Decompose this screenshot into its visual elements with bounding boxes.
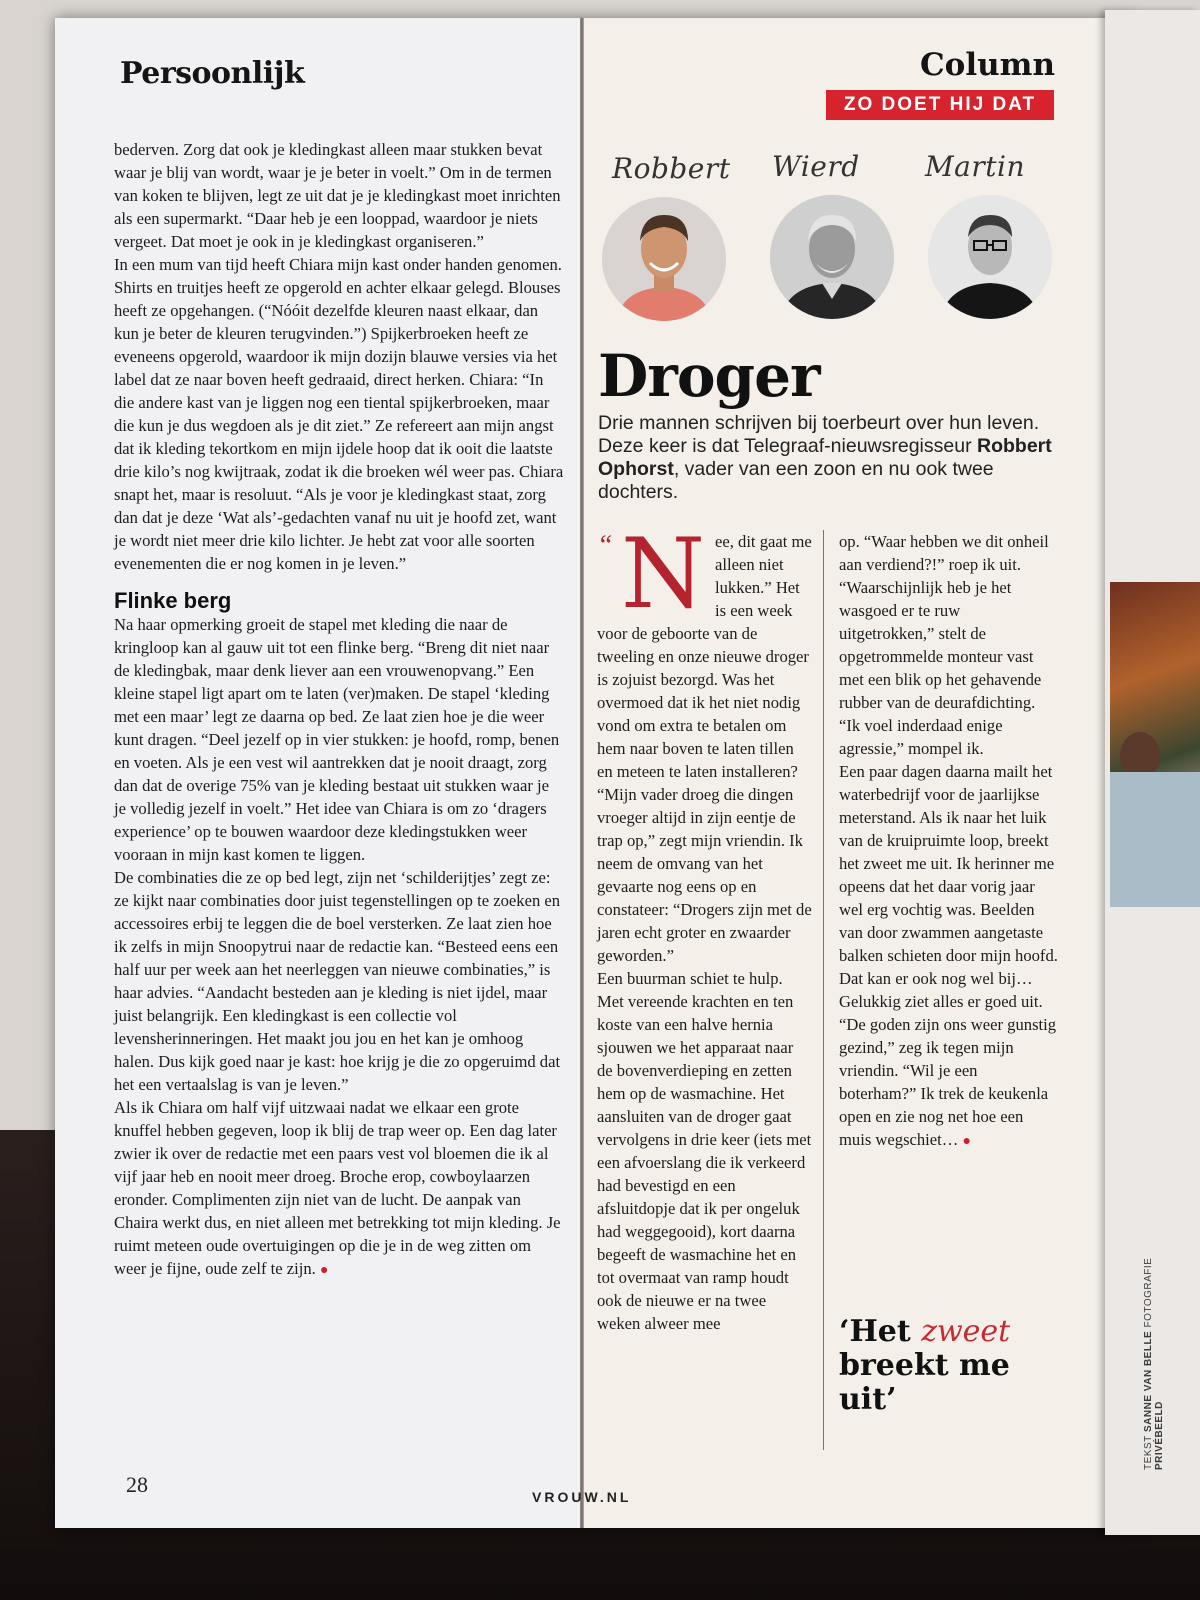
subheading: Flinke berg [114, 588, 232, 613]
article-paragraph: In een mum van tijd heeft Chiara mijn kast onder handen genomen. Shirts en truitjes heeft ze opgerold en achter elkaar gelegd. Blouses heeft ze opgehangen. (“Nóóit dezelfde kleuren naast elkaar, dan kun je beter de kleuren terugvinden.”) Spijkerbroeken heeft ze eveneens opgerold, waardoor ik mijn dozijn blauwe versies via het label dat ze naar boven heeft gedraaid, direct herken. Chiara: “In die andere kast van je liggen nog een tiental spijkerbroeken, maar die kun je dus wegdoen als je dit ziet.” Ze refereert aan mijn angst dat ik kleding tekortkom en mijn ijdele hoop dat ik ooit die laatste drie kilo’s nog kwijtraak, zodat ik die broeken wél weer pas. Chiara snapt het, maar is resoluut. “Als je voor je kledingkast staat, zorg dan dat je deze ‘Wat als’-gedachten vanaf nu uit je hoofd zet, want je wordt niet meer drie kilo lichter. Je hebt zat voor alle soorten evenementen die er nog komen in je leven.” [114, 255, 564, 573]
end-mark-icon: ● [319, 1263, 329, 1278]
column-title: Column [920, 47, 1056, 83]
column-headline: Droger [598, 342, 820, 410]
column-paragraph: ee, dit gaat me alleen niet lukken.” Het is een week voor de geboorte van de tweeling en onze nieuwe droger is zojuist bezorgd. Was het overmoed dat ik het niet nodig vond om extra te betalen om hem naar boven te laten tillen en meteen te laten installeren? “Mijn vader droeg die dingen vroeger altijd in zijn eentje de trap op,” zegt mijn vriendin. Ik neem de omvang van het gevaarte nog eens op en constateer: “Drogers zijn met de jaren echt groter en zwaarder geworden.” [597, 532, 812, 965]
credits-name: PRIVÉBEELD [1154, 1401, 1165, 1470]
column-text-middle [597, 518, 812, 1335]
drop-cap: N [621, 518, 705, 630]
column-paragraph: Een buurman schiet te hulp. Met vereende krachten en ten koste van een halve hernia sjouwen we het apparaat naar de bovenverdieping en zetten hem op de wasmachine. Het aansluiten van de droger gaat vervolgens in drie keer (iets met een afvoerslang die ik verkeerd had bevestigd en een afsluitdopje dat ik per ongeluk had weggegooid), kort daarna begeeft de wasmachine het en tot overmaat van ramp houdt ook de nieuwe er na twee weken alweer mee [597, 969, 812, 1333]
author-name-wierd: Wierd [772, 150, 860, 183]
photo-person-shirt [1110, 772, 1200, 907]
next-page-photo [1110, 582, 1200, 907]
opening-quote-mark: “ [597, 530, 613, 561]
author-portrait-robbert [602, 197, 726, 321]
column-intro [598, 412, 1078, 504]
article-paragraph: De combinaties die ze op bed legt, zijn net ‘schilderijtjes’ zegt ze: ze kijkt naar combinaties door juist tegenstellingen op te zoeken en accessoires erbij te leggen die de boel versterken. Ze laat zien hoe ik zelfs in mijn Snoopytrui naar de redactie kan. “Besteed eens een half uur per week aan het neerleggen van nieuwe combinaties,” is haar advies. “Aandacht besteden aan je kleding is niet ijdel, maar juist belangrijk. Een kledingkast is een collectie vol levensherinneringen. Het maakt jou jou en het kan je omhoog halen. Dus kijk goed naar je kast: hoe krijg je die zo opgeruimd dat het een vertaalslag is van je leven.” [114, 868, 561, 1094]
column-text-right [839, 530, 1059, 1153]
article-paragraph [114, 1096, 564, 1282]
intro-author-name: Robbert Ophorst [598, 435, 1052, 480]
author-portrait-wierd [770, 195, 894, 319]
column-paragraph [839, 990, 1059, 1153]
credits-name: SANNE VAN BELLE [1143, 1330, 1154, 1432]
pull-quote-text: ‘Het [839, 1314, 922, 1349]
footer-site: VROUW.NL [532, 1489, 632, 1505]
column-divider [823, 530, 824, 1450]
author-portrait-martin [928, 195, 1052, 319]
photo-credits [1143, 1190, 1163, 1470]
pull-quote [839, 1315, 1069, 1417]
article-paragraph: bederven. Zorg dat ook je kledingkast alleen maar stukken bevat waar je blij van wordt, waar je je beter in voelt.” Om in de termen van koken te blijven, legt ze uit dat je je kledingkast moet inrichten als een supermarkt. “Daar heb je een looppad, waardoor je niets vergeet. Dat moet je ook in je kledingkast organiseren.” [114, 140, 561, 251]
credits-label: TEKST [1143, 1435, 1154, 1470]
end-mark-icon: ● [962, 1134, 971, 1149]
column-paragraph: op. “Waar hebben we dit onheil aan verdiend?!” roep ik uit. “Waarschijnlijk heb je het wasgoed er te ruw uitgetrokken,” stelt de opgetrommelde monteur vast met een blik op het gehavende rubber van de deurafdichting. “Ik voel inderdaad enige agressie,” mompel ik. [839, 532, 1049, 758]
pull-quote-text: breekt me uit’ [839, 1348, 1010, 1417]
column-paragraph-text: Gelukkig ziet alles er goed uit. “De goden zijn ons weer gunstig gezind,” zeg ik tegen mijn vriendin. “Wil je een boterham?” Ik trek de keukenla open en zie nog net hoe een muis wegschiet… [839, 992, 1057, 1149]
section-title: Persoonlijk [120, 56, 305, 91]
magazine-spine [580, 18, 584, 1528]
column-badge: ZO DOET HIJ DAT [826, 90, 1054, 120]
intro-text: , vader van een zoon en nu ook twee dochters. [598, 458, 994, 503]
left-article-column [114, 138, 564, 1282]
column-paragraph: Een paar dagen daarna mailt het waterbedrijf voor de jaarlijkse meterstand. Als ik naar het luik van de kruipruimte loop, breekt het zweet me uit. Ik herinner me opeens dat het daar vorig jaar wel erg vochtig was. Beelden van door zwammen aangetaste balken schieten door mijn hoofd. Dat kan er ook nog wel bij… [839, 762, 1058, 988]
author-name-robbert: Robbert [612, 152, 731, 185]
article-paragraph: Na haar opmerking groeit de stapel met kleding die naar de kringloop kan al gauw uit tot een flinke berg. “Breng dit niet naar de kledingbak, maar denk liever aan een vrouwenopvang.” Een kleine stapel ligt apart om te laten (ver)maken. De stapel ‘kleding met een maar’ legt ze daarna op bed. Ze laat zien hoe je die weer kunt dragen. “Deel jezelf op in vier stukken: je hoofd, romp, benen en voeten. Als je een vest wil aantrekken dat je nooit draagt, zorg dan dat de overige 75% van je kleding bestaat uit stukken waar je je volledig jezelf in voelt.” Het idee van Chiara is om zo ‘dragers experience’ op te bouwen waardoor deze kledingstukken weer vooraan in mijn kast komen te liggen. [114, 615, 560, 864]
pull-quote-accent: zweet [921, 1314, 1011, 1349]
page-number: 28 [126, 1472, 148, 1497]
article-paragraph-text: Als ik Chiara om half vijf uitzwaai nadat we elkaar een grote knuffel hebben gegeven, loop ik blij de trap weer op. Een dag later zwier ik over de redactie met een paars vest vol bloemen die ik al vijf jaar heb en nooit meer droeg. Broche erop, cowboylaarzen eronder. Complimenten zijn niet van de lucht. De aanpak van Chaira werkt dus, en niet alleen met betrekking tot mijn kleding. Je ruimt meteen oude overtuigingen op die je in de weg zitten om weer je fijne, oude zelf te zijn. [114, 1098, 561, 1278]
author-name-martin: Martin [925, 150, 1025, 183]
credits-label: FOTOGRAFIE [1143, 1257, 1154, 1328]
intro-text: Drie mannen schrijven bij toerbeurt over hun leven. Deze keer is dat Telegraaf-nieuwsregisseur [598, 412, 1040, 457]
